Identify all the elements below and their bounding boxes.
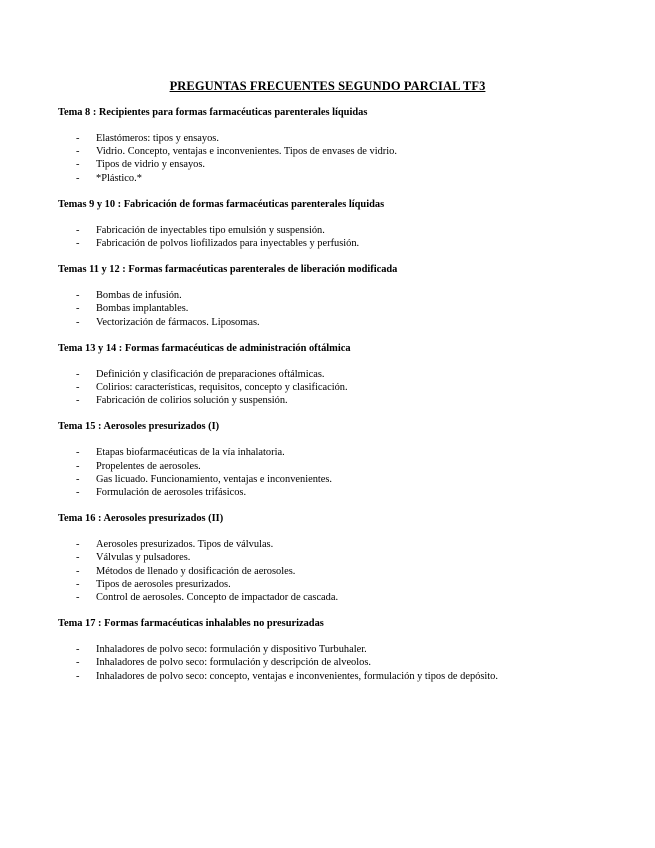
bullet-dash: - [76, 644, 80, 656]
question-text: Definición y clasificación de preparaciones oftálmicas. [96, 368, 325, 380]
question-item [58, 565, 618, 578]
question-item [58, 591, 618, 604]
question-text: Vectorización de fármacos. Liposomas. [96, 316, 260, 328]
bullet-dash: - [76, 382, 80, 394]
bullet-dash: - [76, 552, 80, 564]
question-item [58, 237, 618, 250]
section-heading: Tema 8 : Recipientes para formas farmacéuticas parenterales líquidas [58, 107, 368, 118]
section-heading: Tema 17 : Formas farmacéuticas inhalables no presurizadas [58, 618, 324, 630]
section-heading: Tema 16 : Aerosoles presurizados (II) [58, 513, 224, 525]
topic-section [58, 342, 618, 408]
bullet-dash: - [76, 146, 80, 158]
bullet-dash: - [76, 460, 80, 472]
question-item [58, 381, 618, 394]
question-item [58, 473, 618, 486]
topic-section [58, 512, 618, 604]
question-list [58, 446, 618, 499]
question-text: Inhaladores de polvo seco: formulación y descripción de alveolos. [96, 657, 371, 669]
question-text: Fabricación de colirios solución y suspensión. [96, 395, 288, 407]
bullet-dash: - [76, 224, 80, 236]
question-item [58, 145, 618, 158]
question-item [58, 656, 618, 669]
topic-section [58, 106, 618, 185]
question-text: Métodos de llenado y dosificación de aerosoles. [96, 565, 296, 577]
bullet-dash: - [76, 657, 80, 669]
question-item [58, 289, 618, 302]
topic-section [58, 263, 618, 329]
bullet-dash: - [76, 539, 80, 551]
section-heading: Tema 13 y 14 : Formas farmacéuticas de administración oftálmica [58, 342, 351, 354]
bullet-dash: - [76, 159, 80, 171]
question-item [58, 394, 618, 407]
bullet-dash: - [76, 487, 80, 499]
bullet-dash: - [76, 578, 80, 590]
question-text: Bombas implantables. [96, 303, 189, 315]
bullet-dash: - [76, 395, 80, 407]
document-title: PREGUNTAS FRECUENTES SEGUNDO PARCIAL TF3 [169, 79, 486, 93]
bullet-dash: - [76, 316, 80, 328]
topic-section [58, 420, 618, 499]
question-item [58, 486, 618, 499]
question-text: Inhaladores de polvo seco: formulación y dispositivo Turbuhaler. [96, 644, 367, 656]
question-list [58, 368, 618, 408]
question-item [58, 316, 618, 329]
bullet-dash: - [76, 290, 80, 302]
question-item [58, 446, 618, 459]
question-text: Vidrio. Concepto, ventajas e inconvenientes. Tipos de envases de vidrio. [96, 146, 397, 158]
bullet-dash: - [76, 172, 80, 184]
question-text: Válvulas y pulsadores. [96, 552, 191, 564]
section-heading: Temas 11 y 12 : Formas farmacéuticas parenterales de liberación modificada [58, 264, 398, 276]
bullet-dash: - [76, 473, 80, 485]
question-item [58, 578, 618, 591]
question-item [58, 551, 618, 564]
question-text: Formulación de aerosoles trifásicos. [96, 487, 247, 499]
question-item [58, 302, 618, 315]
section-heading: Temas 9 y 10 : Fabricación de formas farmacéuticas parenterales líquidas [58, 198, 385, 210]
question-text: Control de aerosoles. Concepto de impactador de cascada. [96, 592, 339, 604]
question-list [58, 538, 618, 604]
question-text: Etapas biofarmacéuticas de la vía inhalatoria. [96, 447, 285, 459]
question-text: Tipos de aerosoles presurizados. [96, 578, 231, 590]
question-text: Bombas de infusión. [96, 290, 182, 302]
question-text: Elastómeros: tipos y ensayos. [96, 133, 219, 144]
bullet-dash: - [76, 133, 80, 144]
question-list [58, 643, 618, 683]
question-text: Aerosoles presurizados. Tipos de válvulas. [96, 539, 274, 551]
question-item [58, 670, 618, 683]
topic-section [58, 198, 618, 250]
bullet-dash: - [76, 447, 80, 459]
bullet-dash: - [76, 303, 80, 315]
bullet-dash: - [76, 670, 80, 682]
question-text: Propelentes de aerosoles. [96, 460, 201, 472]
question-text: Gas licuado. Funcionamiento, ventajas e inconvenientes. [96, 473, 333, 485]
bullet-dash: - [76, 368, 80, 380]
question-text: Tipos de vidrio y ensayos. [96, 159, 206, 171]
sections-container [58, 106, 618, 696]
question-item [58, 172, 618, 185]
question-list [58, 132, 618, 185]
topic-section [58, 617, 618, 683]
question-item [58, 538, 618, 551]
question-item [58, 643, 618, 656]
question-item [58, 460, 618, 473]
question-item [58, 158, 618, 171]
question-text: *Plástico.* [96, 172, 142, 184]
section-heading: Tema 15 : Aerosoles presurizados (I) [58, 421, 220, 433]
bullet-dash: - [76, 565, 80, 577]
bullet-dash: - [76, 592, 80, 604]
question-list [58, 289, 618, 329]
question-item [58, 368, 618, 381]
question-text: Fabricación de inyectables tipo emulsión y suspensión. [96, 224, 325, 236]
question-text: Colirios: características, requisitos, concepto y clasificación. [96, 382, 348, 394]
bullet-dash: - [76, 238, 80, 250]
question-text: Fabricación de polvos liofilizados para inyectables y perfusión. [96, 238, 360, 250]
question-text: Inhaladores de polvo seco: concepto, ventajas e inconvenientes, formulación y tipos de depósito. [96, 670, 498, 682]
question-item [58, 132, 618, 145]
question-item [58, 224, 618, 237]
question-list [58, 224, 618, 250]
